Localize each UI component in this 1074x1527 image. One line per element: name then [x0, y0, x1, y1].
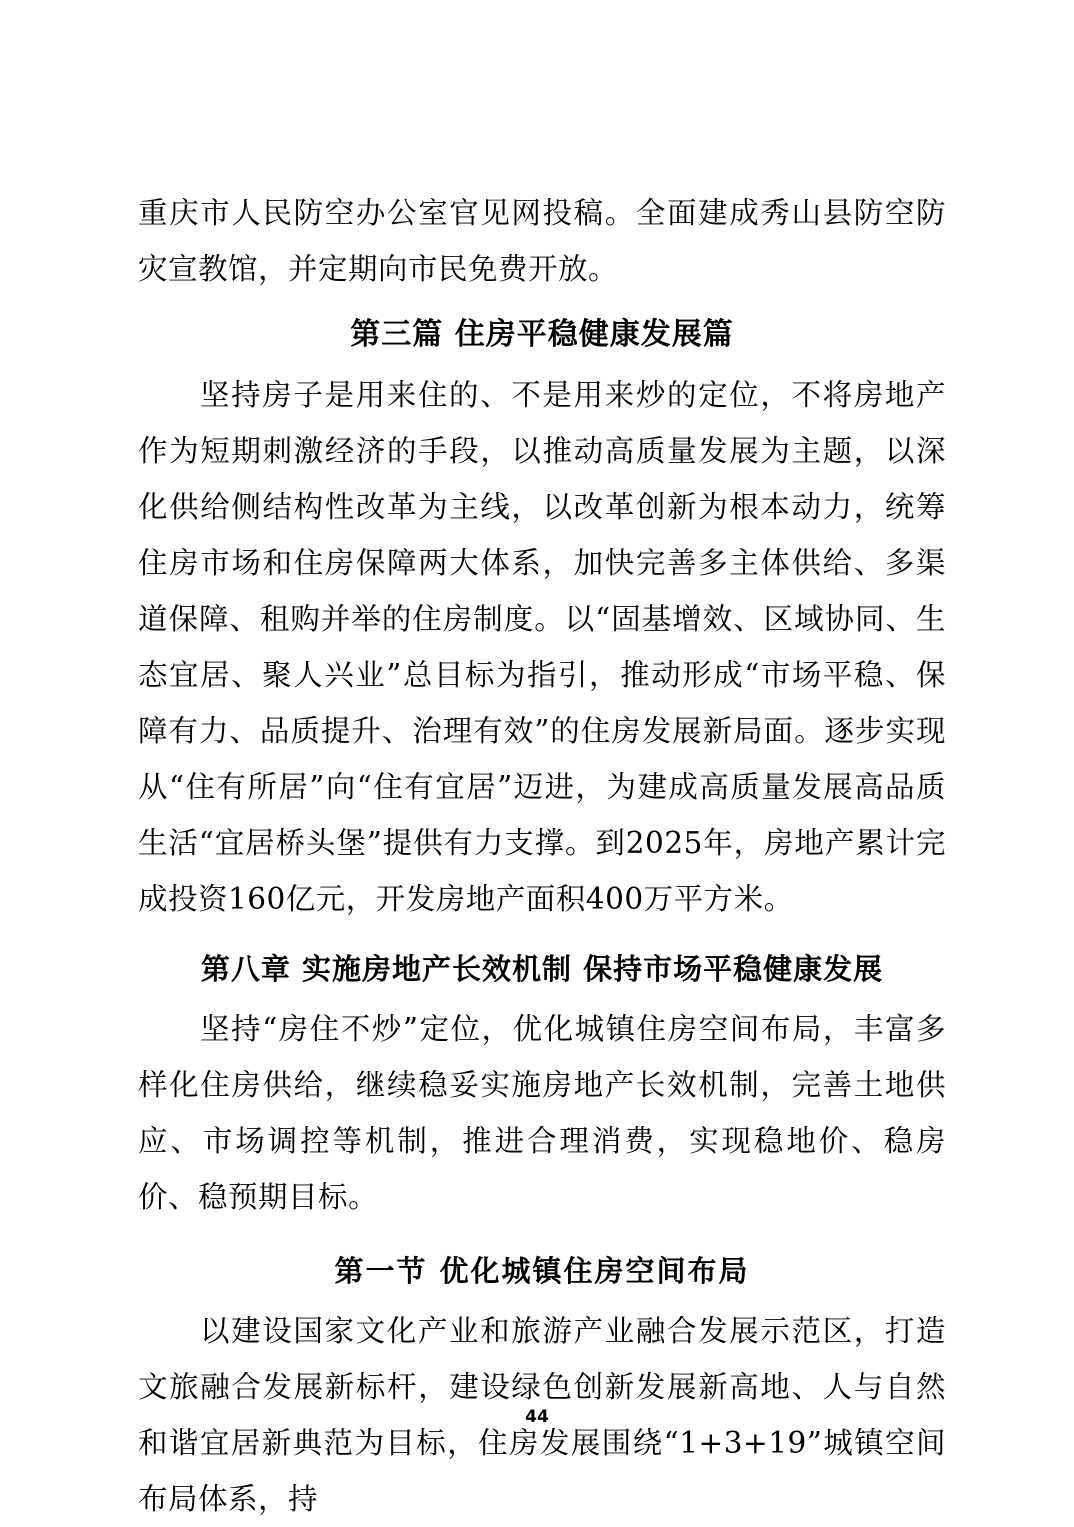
body-paragraph: 坚持房子是用来住的、不是用来炒的定位，不将房地产作为短期刺激经济的手段，以推动高质量发展为主题，以深化供给侧结构性改革为主线，以改革创新为根本动力，统筹住房市场和住房保障两大体系，加快完善多主体供给、多渠道保障、租购并举的住房制度。以“固基增效、区域协同、生态宜居、聚人兴业”总目标为指引，推动形成“市场平稳、保障有力、品质提升、治理有效”的住房发展新局面。逐步实现从“住有所居”向“住有宜居”迈进，为建成高质量发展高品质生活“宜居桥头堡”提供有力支撑。到2025年，房地产累计完成投资160亿元，开发房地产面积400万平方米。	[138, 378, 946, 916]
chapter-heading: 第八章 实施房地产长效机制 保持市场平稳健康发展	[200, 952, 884, 986]
page-number: 44	[525, 1407, 549, 1427]
body-paragraph: 重庆市人民防空办公室官见网投稿。全面建成秀山县防空防灾宣教馆，并定期向市民免费开放。	[138, 196, 946, 286]
part-heading: 第三篇 住房平稳健康发展篇	[350, 317, 734, 352]
body-paragraph: 以建设国家文化产业和旅游产业融合发展示范区，打造文旅融合发展新标杆，建设绿色创新发展新高地、人与自然和谐宜居新典范为目标，住房发展围绕“1+3+19”城镇空间布局体系，持	[138, 1314, 946, 1516]
section-heading: 第一节 优化城镇住房空间布局	[334, 1254, 750, 1288]
body-paragraph: 坚持“房住不炒”定位，优化城镇住房空间布局，丰富多样化住房供给，继续稳妥实施房地产长效机制，完善土地供应、市场调控等机制，推进合理消费，实现稳地价、稳房价、稳预期目标。	[138, 1012, 946, 1214]
